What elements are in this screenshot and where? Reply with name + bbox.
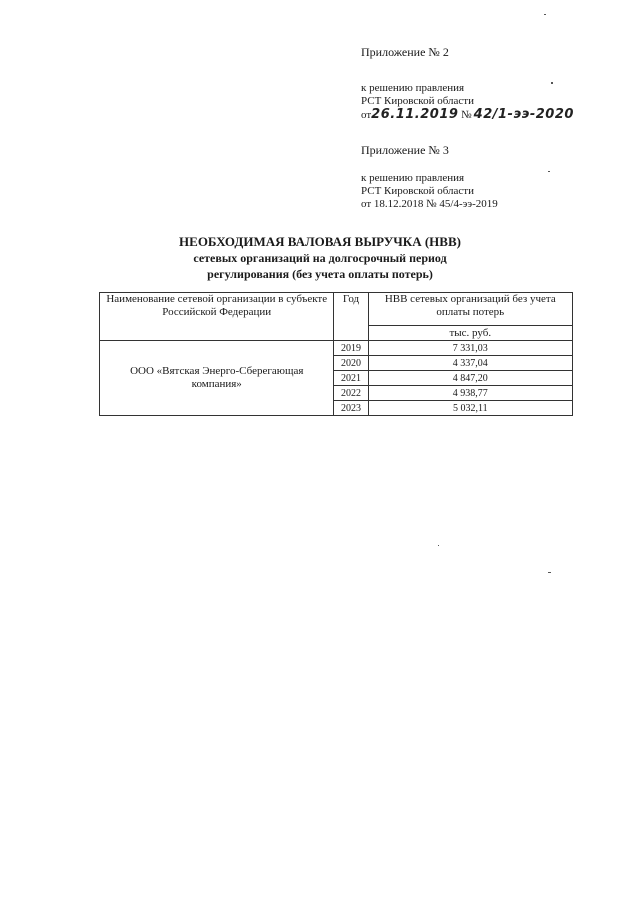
value-cell: 7 331,03 (368, 341, 572, 356)
title-subtitle-2: регулирования (без учета оплаты потерь) (207, 267, 433, 281)
value-cell: 5 032,11 (368, 401, 572, 416)
year-cell: 2023 (334, 401, 368, 416)
scan-speck (551, 82, 553, 84)
title-subtitle-1: сетевых организаций на долгосрочный период (193, 251, 447, 265)
appendix2-number-sign: № (461, 109, 472, 121)
document-title (100, 234, 540, 282)
header-nvv: НВВ сетевых организаций без учета оплаты потерь (368, 293, 572, 326)
appendix2-line2: РСТ Кировской области (361, 95, 474, 107)
header-year: Год (334, 293, 368, 341)
appendix3-line3: от 18.12.2018 № 45/4-ээ-2019 (361, 198, 498, 210)
appendix3-heading (361, 144, 449, 157)
scan-speck (548, 171, 550, 172)
title-main: НЕОБХОДИМАЯ ВАЛОВАЯ ВЫРУЧКА (НВВ) (179, 234, 461, 249)
appendix2-line1: к решению правления (361, 82, 465, 94)
scan-speck (548, 572, 551, 573)
value-cell: 4 847,20 (368, 371, 572, 386)
value-cell: 4 337,04 (368, 356, 572, 371)
appendix2-line3 (361, 108, 574, 122)
header-organization-name: Наименование сетевой организации в субъекте Российской Федерации (100, 293, 334, 341)
scan-speck (438, 545, 439, 546)
header-unit: тыс. руб. (368, 326, 572, 341)
scan-speck (544, 14, 546, 15)
value-cell: 4 938,77 (368, 386, 572, 401)
appendix2-heading (361, 46, 449, 59)
appendix2-heading-text: Приложение № 2 (361, 45, 449, 59)
appendix3-heading-text: Приложение № 3 (361, 143, 449, 157)
appendix3-line2: РСТ Кировской области (361, 185, 474, 197)
year-cell: 2019 (334, 341, 368, 356)
year-cell: 2020 (334, 356, 368, 371)
year-cell: 2021 (334, 371, 368, 386)
table-header-row (100, 293, 573, 326)
appendix3-line1: к решению правления (361, 172, 465, 184)
year-cell: 2022 (334, 386, 368, 401)
appendix3-details (361, 172, 498, 211)
nvv-table (99, 292, 573, 416)
handwritten-decision-number: 42/1-ээ-2020 (473, 107, 574, 122)
organization-name-cell: ООО «Вятская Энерго-Сберегающая компания» (100, 341, 334, 416)
appendix2-details (361, 82, 574, 122)
handwritten-date: 26.11.2019 (371, 107, 459, 122)
appendix2-date-prefix: от (361, 109, 372, 121)
table-row (100, 341, 573, 356)
